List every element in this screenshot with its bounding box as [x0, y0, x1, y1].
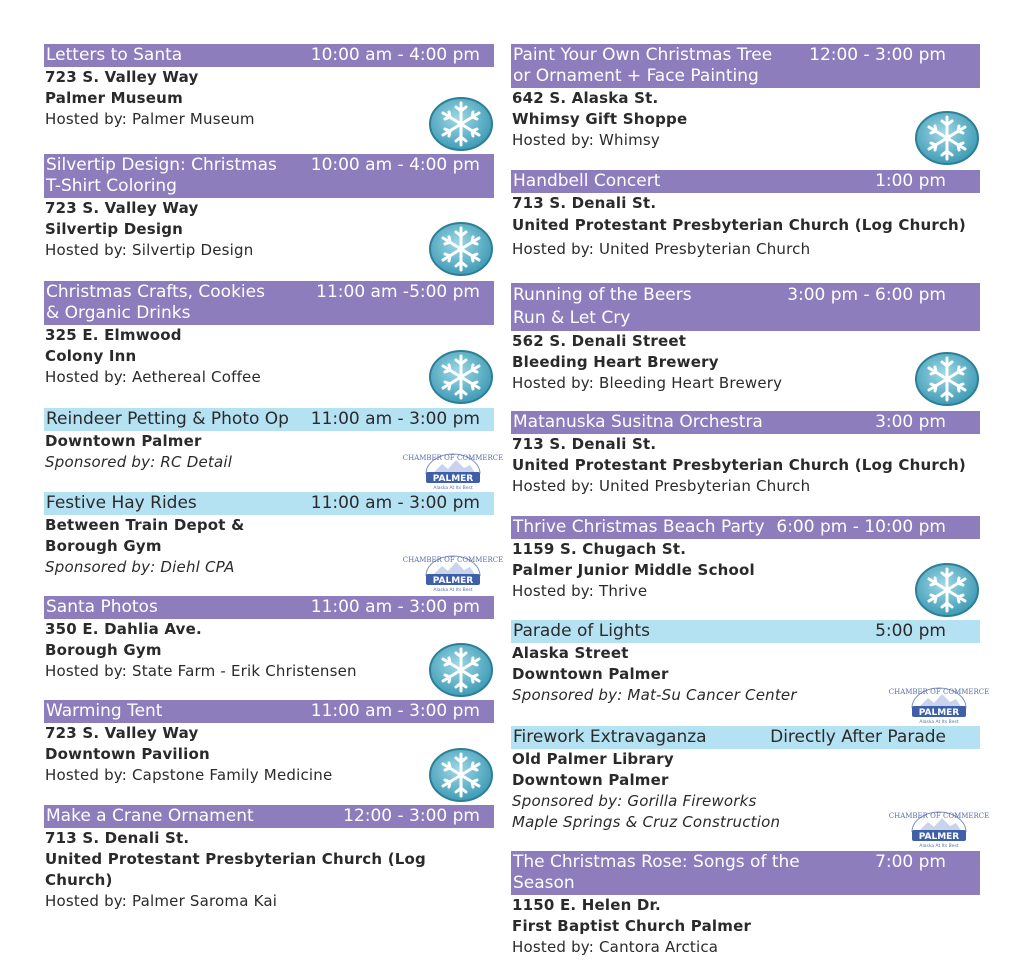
event-title: Parade of Lights [513, 621, 651, 641]
event-title: Christmas Crafts, Cookies & Organic Drinks [46, 282, 265, 323]
chamber-tagline: Alaska At Its Best [919, 844, 959, 849]
event-time: 5:00 pm [875, 621, 946, 641]
event-credit: Hosted by: United Presbyterian Church [512, 240, 811, 258]
event-header [511, 620, 980, 643]
event-credit: Hosted by: Cantora Arctica [512, 938, 719, 956]
event-venue: United Protestant Presbyterian Church (Log Church) [45, 850, 426, 889]
event-time: 11:00 am - 3:00 pm [310, 597, 480, 617]
event-thrive-beach-party [511, 516, 980, 602]
chamber-text: CHAMBER OF COMMERCE [402, 556, 504, 564]
event-time: 12:00 - 3:00 pm [809, 45, 946, 65]
event-venue: Silvertip Design [45, 220, 184, 238]
chamber-palmer-text: PALMER [918, 708, 960, 718]
event-time: 11:00 am - 3:00 pm [310, 409, 480, 429]
event-venue: Bleeding Heart Brewery [512, 353, 719, 371]
event-address: 350 E. Dahlia Ave. [45, 620, 202, 638]
chamber-tagline: Alaska At Its Best [919, 720, 959, 725]
snowflake-icon [428, 642, 494, 698]
event-title: Silvertip Design: Christmas T-Shirt Coloring [46, 155, 277, 196]
event-venue: Borough Gym [45, 537, 162, 555]
event-venue: First Baptist Church Palmer [512, 917, 752, 935]
event-credit: Hosted by: Aethereal Coffee [45, 368, 261, 386]
event-credit: Hosted by: Silvertip Design [45, 241, 254, 259]
chamber-logo [888, 806, 990, 849]
event-running-of-the-beers [511, 283, 980, 394]
event-address: Downtown Palmer [45, 432, 202, 450]
chamber-palmer-text: PALMER [432, 474, 474, 484]
snowflake-icon [428, 349, 494, 405]
event-venue: Downtown Pavilion [45, 745, 210, 763]
event-credit: Hosted by: Thrive [512, 582, 648, 600]
event-time: 7:00 pm [875, 852, 946, 872]
event-address: 1150 E. Helen Dr. [512, 896, 661, 914]
chamber-tagline: Alaska At Its Best [433, 486, 473, 491]
event-title: Letters to Santa [46, 45, 183, 65]
event-address: 642 S. Alaska St. [512, 89, 659, 107]
chamber-text: CHAMBER OF COMMERCE [888, 812, 990, 820]
event-address: 562 S. Denali Street [512, 332, 687, 350]
event-matsu-orchestra [511, 411, 980, 497]
event-title: Festive Hay Rides [46, 493, 197, 513]
event-venue: Whimsy Gift Shoppe [512, 110, 688, 128]
event-parade-of-lights [511, 620, 990, 725]
event-title: Make a Crane Ornament [46, 806, 254, 826]
event-time: 12:00 - 3:00 pm [343, 806, 480, 826]
event-time: 6:00 pm - 10:00 pm [776, 517, 946, 537]
event-title: Handbell Concert [513, 171, 661, 191]
snowflake-icon [428, 221, 494, 277]
event-address: 713 S. Denali St. [45, 829, 190, 847]
chamber-logo [888, 682, 990, 725]
event-address: 325 E. Elmwood [45, 326, 182, 344]
event-credit: Hosted by: Palmer Saroma Kai [45, 892, 278, 910]
snowflake-icon [428, 747, 494, 803]
event-credit: Sponsored by: Mat-Su Cancer Center [512, 686, 797, 704]
event-header [44, 700, 494, 723]
chamber-text: CHAMBER OF COMMERCE [402, 454, 504, 462]
chamber-text: CHAMBER OF COMMERCE [888, 688, 990, 696]
event-venue: United Protestant Presbyterian Church (Log Church) [512, 456, 966, 474]
event-time: 3:00 pm [875, 412, 946, 432]
event-festive-hay-rides [44, 492, 504, 593]
event-christmas-crafts [44, 281, 494, 388]
event-paint-your-own-tree [511, 44, 980, 151]
event-title: Running of the Beers Run & Let Cry [513, 285, 692, 328]
event-time: 11:00 am - 3:00 pm [310, 701, 480, 721]
snowflake-icon [914, 562, 980, 618]
event-christmas-rose [511, 851, 980, 958]
event-header [44, 408, 494, 431]
event-credit: Hosted by: State Farm - Erik Christensen [45, 662, 357, 680]
event-santa-photos [44, 596, 494, 682]
event-title: Firework Extravaganza [513, 727, 707, 747]
event-address: Alaska Street [512, 644, 629, 662]
event-header [511, 170, 980, 193]
event-venue: Colony Inn [45, 347, 137, 365]
event-header [44, 596, 494, 619]
event-title: Santa Photos [46, 597, 158, 617]
event-venue: Palmer Junior Middle School [512, 561, 755, 579]
snowflake-icon [914, 351, 980, 407]
chamber-logo [402, 550, 504, 593]
event-credit: Hosted by: Capstone Family Medicine [45, 766, 333, 784]
event-header [511, 283, 980, 331]
event-venue: United Protestant Presbyterian Church (Log Church) [512, 216, 966, 234]
event-title: Reindeer Petting & Photo Op [46, 409, 289, 429]
event-address: 723 S. Valley Way [45, 199, 199, 217]
event-warming-tent [44, 700, 494, 786]
event-address: 723 S. Valley Way [45, 724, 199, 742]
event-title: Warming Tent [46, 701, 163, 721]
event-header [44, 492, 494, 515]
chamber-logo [402, 448, 504, 491]
event-header [511, 411, 980, 434]
event-address: 723 S. Valley Way [45, 68, 199, 86]
event-title: Paint Your Own Christmas Tree or Ornament + Face Painting [513, 45, 773, 86]
event-time: Directly After Parade [770, 727, 946, 747]
event-title: Thrive Christmas Beach Party [513, 517, 765, 537]
event-header [511, 726, 980, 749]
event-address: 713 S. Denali St. [512, 194, 657, 212]
event-address: 713 S. Denali St. [512, 435, 657, 453]
event-time: 11:00 am - 3:00 pm [310, 493, 480, 513]
event-time: 10:00 am - 4:00 pm [310, 155, 480, 175]
event-address: Between Train Depot & [45, 516, 245, 534]
event-reindeer-petting [44, 408, 504, 491]
event-time: 3:00 pm - 6:00 pm [787, 285, 946, 305]
event-handbell-concert [511, 170, 980, 260]
event-credit-secondary: Maple Springs & Cruz Construction [512, 813, 781, 831]
event-header [44, 281, 494, 325]
event-address: Old Palmer Library [512, 750, 674, 768]
event-venue: Downtown Palmer [512, 665, 669, 683]
event-header [511, 44, 980, 88]
event-venue: Borough Gym [45, 641, 162, 659]
event-venue: Downtown Palmer [512, 771, 669, 789]
event-time: 10:00 am - 4:00 pm [310, 45, 480, 65]
chamber-palmer-text: PALMER [918, 832, 960, 842]
chamber-palmer-text: PALMER [432, 576, 474, 586]
snowflake-icon [914, 110, 980, 166]
event-credit: Hosted by: Palmer Museum [45, 110, 255, 128]
chamber-tagline: Alaska At Its Best [433, 588, 473, 593]
event-header [44, 44, 494, 67]
event-header [44, 805, 494, 828]
event-credit: Hosted by: Bleeding Heart Brewery [512, 374, 783, 392]
event-silvertip-design [44, 154, 494, 261]
event-title: The Christmas Rose: Songs of the Season [513, 852, 800, 893]
event-venue: Palmer Museum [45, 89, 183, 107]
event-firework-extravaganza [511, 726, 990, 849]
event-credit: Sponsored by: RC Detail [45, 453, 233, 471]
event-time: 11:00 am -5:00 pm [316, 282, 480, 302]
event-header [44, 154, 494, 198]
event-credit: Hosted by: United Presbyterian Church [512, 477, 811, 495]
event-credit: Sponsored by: Gorilla Fireworks [512, 792, 757, 810]
event-crane-ornament [44, 805, 494, 912]
event-title: Matanuska Susitna Orchestra [513, 412, 763, 432]
event-header [511, 516, 980, 539]
event-credit: Sponsored by: Diehl CPA [45, 558, 235, 576]
snowflake-icon [428, 96, 494, 152]
event-letters-to-santa [44, 44, 494, 130]
event-header [511, 851, 980, 895]
event-time: 1:00 pm [875, 171, 946, 191]
event-credit: Hosted by: Whimsy [512, 131, 661, 149]
event-address: 1159 S. Chugach St. [512, 540, 687, 558]
